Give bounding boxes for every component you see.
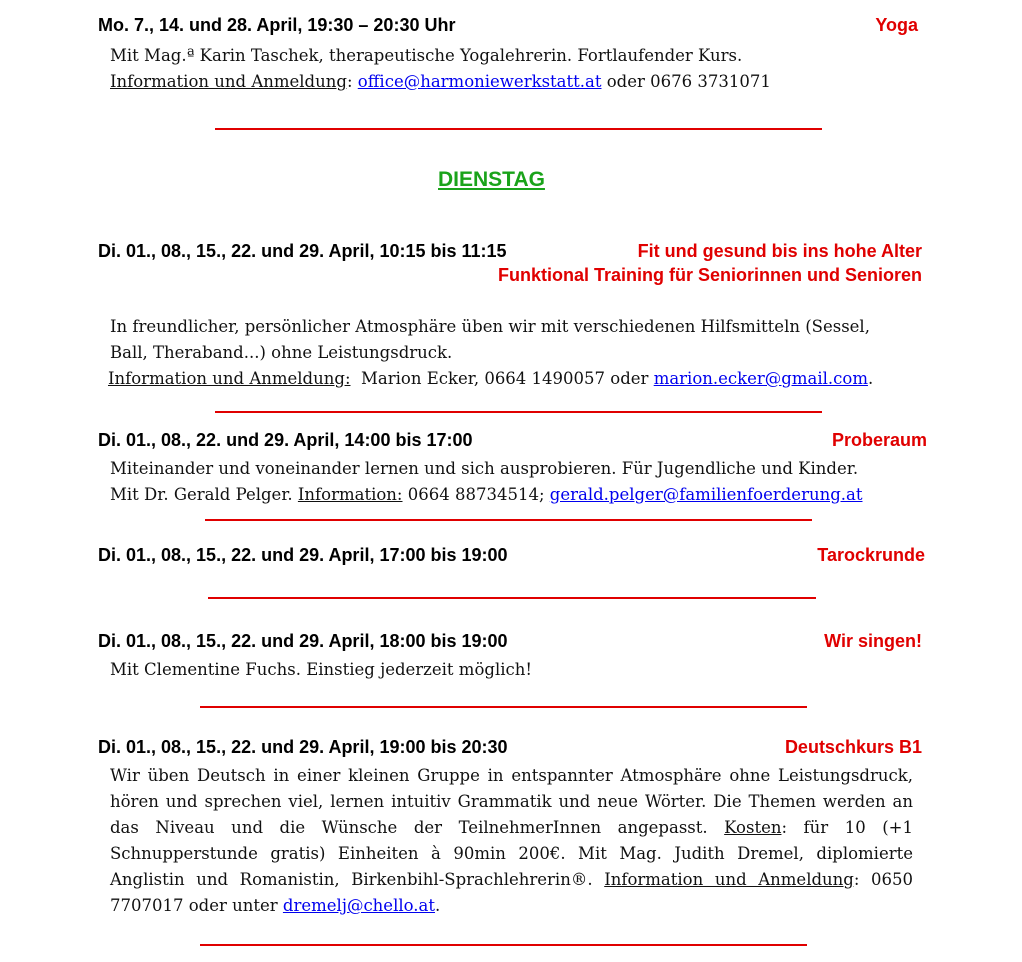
- contact-text: Mit Dr. Gerald Pelger.: [110, 485, 293, 504]
- event-header-singen: Di. 01., 08., 15., 22. und 29. April, 18:00 bis 19:00: [98, 631, 508, 651]
- contact-line: [110, 482, 862, 508]
- contact-line: Information und Anmeldung: office@harmoniewerkstatt.at oder 0676 3731071: [110, 72, 771, 91]
- event-header-probe: Di. 01., 08., 22. und 29. April, 14:00 bis 17:00: [98, 430, 473, 450]
- description-line: Mit Mag.ª Karin Taschek, therapeutische Yogalehrerin. Fortlaufender Kurs.: [110, 46, 743, 65]
- description-text: Wir üben Deutsch in einer kleinen Gruppe in entspannter Atmosphäre ohne Leistungsdruck, hören und sprechen viel, lernen intuitiv Grammatik und neue Wörter. Die Themen werden an das Niveau und die Wünsche der TeilnehmerInnen angepasst.: [110, 766, 913, 837]
- phone-text: 0664 88734514;: [407, 485, 545, 504]
- separator: [215, 411, 822, 413]
- info-label: Information und Anmeldung:: [108, 369, 351, 388]
- event-description-yoga: [110, 43, 771, 95]
- event-title-singen: Wir singen!: [824, 631, 922, 651]
- contact-text: : 0650 7707017 oder unter: [110, 870, 914, 915]
- event-description-probe: [110, 456, 862, 508]
- separator: [200, 706, 807, 708]
- separator: [205, 519, 812, 521]
- separator: [208, 597, 816, 599]
- event-header-tarock: Di. 01., 08., 15., 22. und 29. April, 17:00 bis 19:00: [98, 545, 508, 565]
- event-description-deutsch: Wir üben Deutsch in einer kleinen Gruppe in entspannter Atmosphäre ohne Leistungsdruck, hören und sprechen viel, lernen intuitiv Grammatik und neue Wörter. Die Themen werden an das Niveau und die Wünsche der TeilnehmerInnen angepasst. Kosten: für 10 (+1 Schnupperstunde gratis) Einheiten à 90min 200€. Mit Mag. Judith Dremel, diplomierte Anglistin und Romanistin, Birkenbihl-Sprachlehrerin®. Information und Anmeldung: 0650 7707017 oder unter dremelj@chello.at.: [110, 766, 914, 915]
- description-line: Ball, Theraband...) ohne Leistungsdruck.: [110, 343, 453, 362]
- contact-text: Marion Ecker, 0664 1490057 oder: [361, 369, 649, 388]
- kosten-label: Kosten: [724, 818, 782, 837]
- separator: [200, 944, 807, 946]
- contact-line: Information und Anmeldung: Marion Ecker, 0664 1490057 oder marion.ecker@gmail.com.: [108, 369, 874, 388]
- info-label: Information und Anmeldung: [604, 870, 854, 889]
- day-heading: DIENSTAG: [438, 168, 545, 191]
- event-header-yoga: Mo. 7., 14. und 28. April, 19:30 – 20:30 Uhr: [98, 15, 456, 35]
- info-label: Information:: [297, 485, 403, 504]
- event-title-deutsch: Deutschkurs B1: [784, 737, 922, 757]
- event-title-probe: Proberaum: [831, 430, 927, 450]
- info-label: Information und Anmeldung: [110, 72, 347, 91]
- event-header-fit: Di. 01., 08., 15., 22. und 29. April, 10:15 bis 11:15: [98, 241, 507, 261]
- event-title-fit: Fit und gesund bis ins hohe Alter: [637, 241, 922, 261]
- event-header-deutsch: Di. 01., 08., 15., 22. und 29. April, 19:00 bis 20:30: [98, 737, 508, 757]
- description-text: : für 10 (+1 Schnupperstunde gratis) Einheiten à 90min 200€. Mit Mag. Judith Dremel, diplomierte Anglistin und Romanistin, Birkenbihl-Sprachlehrerin®.: [110, 818, 913, 889]
- email-link-deutsch[interactable]: dremelj@chello.at: [282, 896, 435, 915]
- description-line: In freundlicher, persönlicher Atmosphäre üben wir mit verschiedenen Hilfsmitteln (Sessel,: [110, 317, 870, 336]
- email-link-fit[interactable]: marion.ecker@gmail.com: [653, 369, 868, 388]
- email-link-probe[interactable]: gerald.pelger@familienfoerderung.at: [549, 485, 863, 504]
- description-line: Miteinander und voneinander lernen und sich ausprobieren. Für Jugendliche und Kinder.: [110, 459, 859, 478]
- event-description-singen: [110, 657, 532, 683]
- event-title-yoga: Yoga: [875, 15, 918, 35]
- event-subtitle-fit: Funktional Training für Seniorinnen und Senioren: [497, 265, 922, 285]
- separator: [215, 128, 822, 130]
- email-link-yoga[interactable]: office@harmoniewerkstatt.at: [357, 72, 602, 91]
- contact-tail: oder 0676 3731071: [606, 72, 771, 91]
- event-title-tarock: Tarockrunde: [817, 545, 925, 565]
- description-line: Mit Clementine Fuchs. Einstieg jederzeit möglich!: [110, 660, 532, 679]
- event-description-fit: [110, 314, 873, 392]
